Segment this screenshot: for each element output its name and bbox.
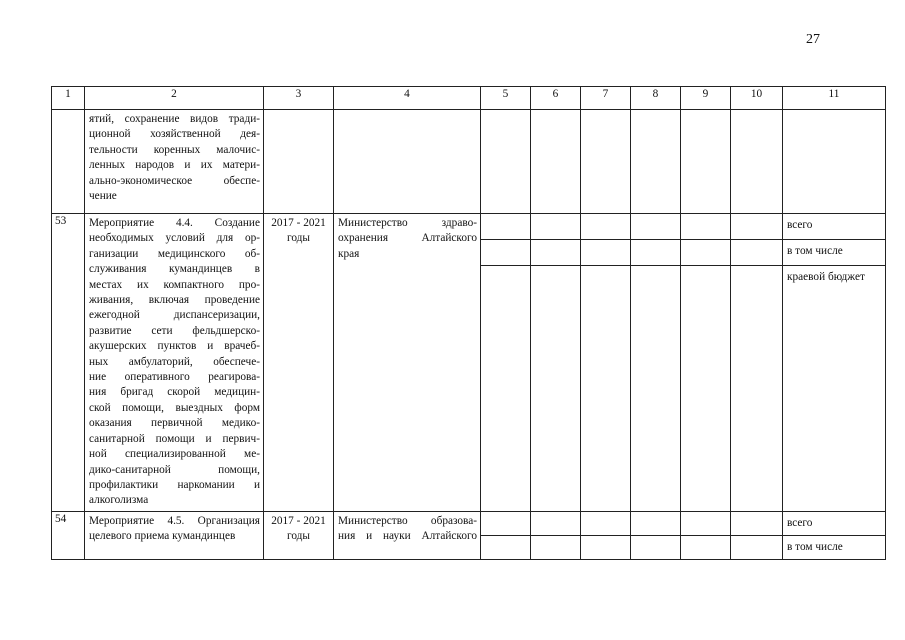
measure-description: Мероприятие 4.5. Организация целевого приема кумандинцев xyxy=(85,511,264,559)
header-col-10: 10 xyxy=(731,87,783,110)
header-col-9: 9 xyxy=(681,87,731,110)
funding-source: краевой бюджет xyxy=(783,266,886,511)
period: 2017 - 2021 годы xyxy=(264,214,334,512)
funding-source: всего xyxy=(783,511,886,535)
measure-description: Мероприятие 4.4. Создание необходимых условий для ор- ганизации медицинского об- служивания кумандинцев в местах их компактного про- живания, включая проведение ежегодной диспансеризации, развитие сети фельдшерско- акушерских пунктов и врачеб- ных амбулаторий, обеспече- ние оперативного реагирова- ния бригад скорой медицин- ской помощи, выездных форм оказания первичной медико- санитарной помощи и первич- ной специализированной ме- дико-санитарной помощи, профилактики наркомании и алкоголизма xyxy=(85,214,264,512)
table-row-54 xyxy=(52,511,886,535)
header-col-1: 1 xyxy=(52,87,85,110)
row-number: 54 xyxy=(52,511,85,559)
header-col-4: 4 xyxy=(334,87,481,110)
executor xyxy=(334,110,481,214)
header-col-2: 2 xyxy=(85,87,264,110)
program-measures-table xyxy=(51,86,886,560)
period: 2017 - 2021 годы xyxy=(264,511,334,559)
measure-description: ятий, сохранение видов тради- ционной хозяйственной дея- тельности коренных малочис- ленных народов и их матери- ально-экономическое обеспе- чение xyxy=(85,110,264,214)
page-number: 27 xyxy=(806,32,820,47)
period xyxy=(264,110,334,214)
header-col-7: 7 xyxy=(581,87,631,110)
funding-source: в том числе xyxy=(783,240,886,266)
table-header-row xyxy=(52,87,886,110)
header-col-3: 3 xyxy=(264,87,334,110)
row-number: 53 xyxy=(52,214,85,512)
header-col-6: 6 xyxy=(531,87,581,110)
row-number xyxy=(52,110,85,214)
header-col-8: 8 xyxy=(631,87,681,110)
header-col-11: 11 xyxy=(783,87,886,110)
funding-source: в том числе xyxy=(783,535,886,559)
header-col-5: 5 xyxy=(481,87,531,110)
funding-source xyxy=(783,110,886,214)
funding-source: всего xyxy=(783,214,886,240)
table-row-continuation xyxy=(52,110,886,214)
table-row-53 xyxy=(52,214,886,240)
executor: Министерство здраво- охранения Алтайского края xyxy=(334,214,481,512)
executor: Министерство образова- ния и науки Алтайского xyxy=(334,511,481,559)
